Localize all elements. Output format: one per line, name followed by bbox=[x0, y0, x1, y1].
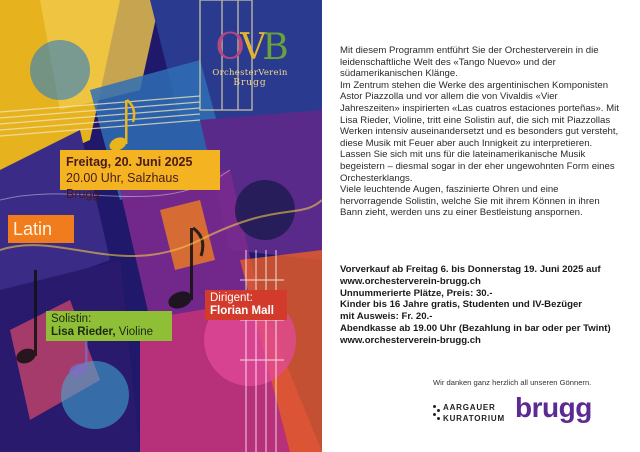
sponsor-thanks: Wir danken ganz herzlich all unseren Gönnern. bbox=[433, 378, 592, 387]
website-link[interactable]: www.orchesterverein-brugg.ch bbox=[340, 334, 481, 346]
genre-label: Latin bbox=[8, 215, 74, 243]
kuratorium-line2: KURATORIUM bbox=[443, 414, 505, 423]
monogram-o: O bbox=[215, 27, 241, 68]
description-paragraph: Im Zentrum stehen die Werke des argentinischen Komponisten Astor Piazzolla und vor allem die von Vivaldis «Vier Jahreszeiten» inspirierten «Las cuatros estaciones porteñas». Mit Lisa Rieder, Violine, tritt eine Solistin auf, die sich mit Piazzollas Werken intensiv auseinandersetzt und es besonders gut versteht, diese Musik mit Feuer aber auch Innigkeit zu interpretieren. bbox=[340, 79, 619, 149]
conductor-label: Dirigent: bbox=[210, 292, 253, 304]
event-date-box bbox=[60, 150, 220, 201]
discount-info: Kinder bis 16 Jahre gratis, Studenten und IV-Bezüger bbox=[340, 299, 583, 311]
description-paragraph: Mit diesem Programm entführt Sie der Orchesterverein in die leidenschaftliche Welt des «Tango Nuevo» und der südamerikanischen Klänge. bbox=[340, 45, 599, 80]
description-paragraph: Lassen Sie sich mit uns für die lateinamerikanische Musik begeistern – diesmal sogar in der eher ungewohnten Form eines Orchesterklangs. bbox=[340, 149, 615, 184]
price-info: Unnummerierte Plätze, Preis: 30.- bbox=[340, 287, 493, 299]
kuratorium-dot-icon bbox=[433, 405, 436, 408]
brugg-logo: brugg bbox=[515, 392, 592, 423]
soloist-name: Lisa Rieder, bbox=[51, 326, 116, 338]
monogram-v: V bbox=[240, 27, 263, 68]
kuratorium-dot-icon bbox=[433, 413, 436, 416]
kuratorium-dot-icon bbox=[437, 409, 440, 412]
conductor-name: Florian Mall bbox=[210, 305, 274, 317]
discount-price: mit Ausweis: Fr. 20.- bbox=[340, 311, 433, 323]
event-time-place: 20.00 Uhr, Salzhaus Brugg bbox=[66, 171, 179, 201]
orchesterverein-logo bbox=[200, 27, 300, 88]
box-office-info: Abendkasse ab 19.00 Uhr (Bezahlung in bar oder per Twint) bbox=[340, 322, 611, 334]
aargauer-kuratorium-logo bbox=[431, 398, 521, 428]
kuratorium-line1: AARGAUER bbox=[443, 403, 496, 412]
sale-website-link[interactable]: www.orchesterverein-brugg.ch bbox=[340, 275, 481, 287]
event-date: Freitag, 20. Juni 2025 bbox=[66, 155, 193, 169]
sale-period: Vorverkauf ab Freitag 6. bis Donnerstag 19. Juni 2025 auf bbox=[340, 264, 601, 275]
ticket-sale-info bbox=[340, 264, 625, 347]
logo-name-line1: OrchesterVerein bbox=[212, 68, 288, 78]
kuratorium-dot-icon bbox=[437, 417, 440, 420]
ovb-monogram bbox=[200, 27, 300, 68]
soloist-box bbox=[46, 311, 172, 341]
monogram-b: B bbox=[262, 27, 285, 68]
logo-name-line2: Brugg bbox=[233, 78, 267, 88]
description-paragraph: Viele leuchtende Augen, faszinierte Ohren und eine hervorragende Solistin, welche Sie mit ihrem Können in ihren Bann zieht, werden uns zu einer Bestleistung anspornen. bbox=[340, 184, 600, 219]
description-text bbox=[340, 45, 620, 219]
conductor-box bbox=[205, 290, 287, 320]
soloist-label: Solistin: bbox=[51, 313, 92, 325]
soloist-instrument: Violine bbox=[115, 326, 154, 338]
